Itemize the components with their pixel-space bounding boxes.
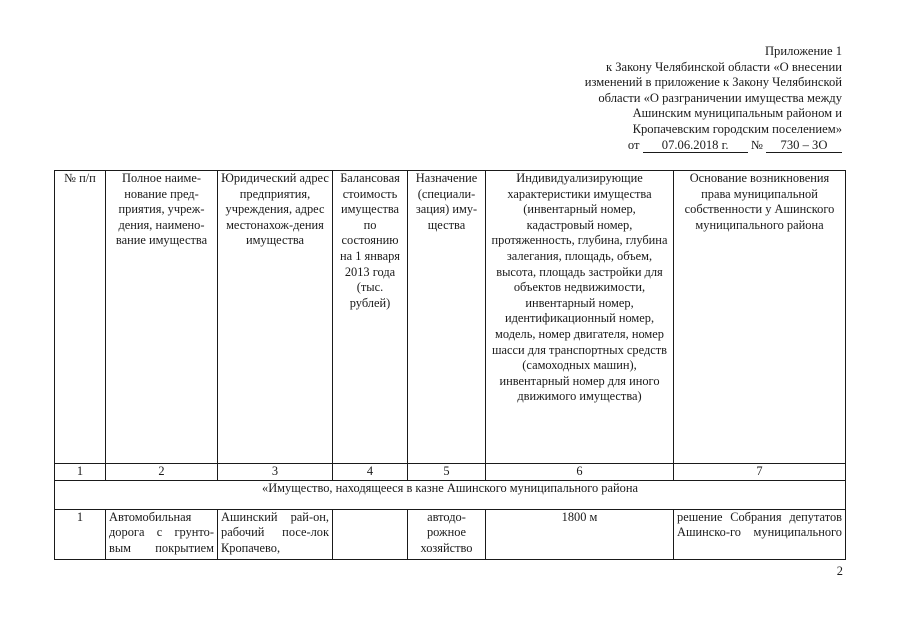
appendix-line: Ашинским муниципальным районом и	[632, 106, 842, 121]
law-date-line	[512, 138, 842, 154]
row-characteristics: 1800 м	[486, 509, 674, 559]
column-number: 6	[486, 464, 674, 481]
date-prefix: от	[627, 137, 640, 152]
property-table	[54, 170, 846, 560]
appendix-line: изменений в приложение к Закону Челябинской	[584, 75, 842, 90]
row-value	[333, 509, 408, 559]
header-cell: Назначение (специали-зация) иму-щества	[408, 171, 486, 464]
column-number-row	[55, 464, 846, 481]
header-cell: № п/п	[55, 171, 106, 464]
column-number: 5	[408, 464, 486, 481]
appendix-title: Приложение 1	[764, 44, 842, 58]
row-address: Ашинский рай-он, рабочий посе-лок Кропачево,	[218, 509, 333, 559]
column-number: 2	[106, 464, 218, 481]
column-number: 7	[674, 464, 846, 481]
header-cell: Основание возникновения права муниципальной собственности у Ашинского муниципального района	[674, 171, 846, 464]
row-name: Автомобильная дорога с грунто-вым покрытием	[106, 509, 218, 559]
column-number: 1	[55, 464, 106, 481]
section-row	[55, 480, 846, 509]
row-number: 1	[55, 509, 106, 559]
header-cell: Полное наиме-нование пред-приятия, учреж-дения, наимено-вание имущества	[106, 171, 218, 464]
column-number: 4	[333, 464, 408, 481]
appendix-line: области «О разграничении имущества между	[598, 90, 842, 105]
header-cell: Балансовая стоимость имущества по состоянию на 1 января 2013 года (тыс. рублей)	[333, 171, 408, 464]
appendix-line: к Закону Челябинской области «О внесении	[605, 59, 842, 74]
column-number: 3	[218, 464, 333, 481]
row-basis: решение Собрания депутатов Ашинско-го муниципального	[674, 509, 846, 559]
header-cell: Индивидуализирующие характеристики имущества (инвентарный номер, кадастровый номер, протяженность, глубина, глубина залегания, площадь, объем, высота, площадь застройки для объектов недвижимости, инвентарный номер, идентификационный номер, модель, номер двигателя, номер шасси для транспортных средств (самоходных машин), инвентарный номер для иного движимого имущества)	[486, 171, 674, 464]
appendix-block	[512, 44, 842, 153]
section-title: «Имущество, находящееся в казне Ашинского муниципального района	[55, 480, 846, 509]
page-number: 2	[836, 564, 843, 578]
number-prefix: №	[750, 137, 763, 152]
row-purpose: автодо-рожное хозяйство	[408, 509, 486, 559]
appendix-line: Кропачевским городским поселением»	[632, 121, 842, 136]
law-number: 730 – ЗО	[766, 139, 842, 153]
law-date: 07.06.2018 г.	[643, 139, 748, 153]
header-row	[55, 171, 846, 464]
header-cell: Юридический адрес предприятия, учреждения, адрес местонахож-дения имущества	[218, 171, 333, 464]
table-row	[55, 509, 846, 559]
